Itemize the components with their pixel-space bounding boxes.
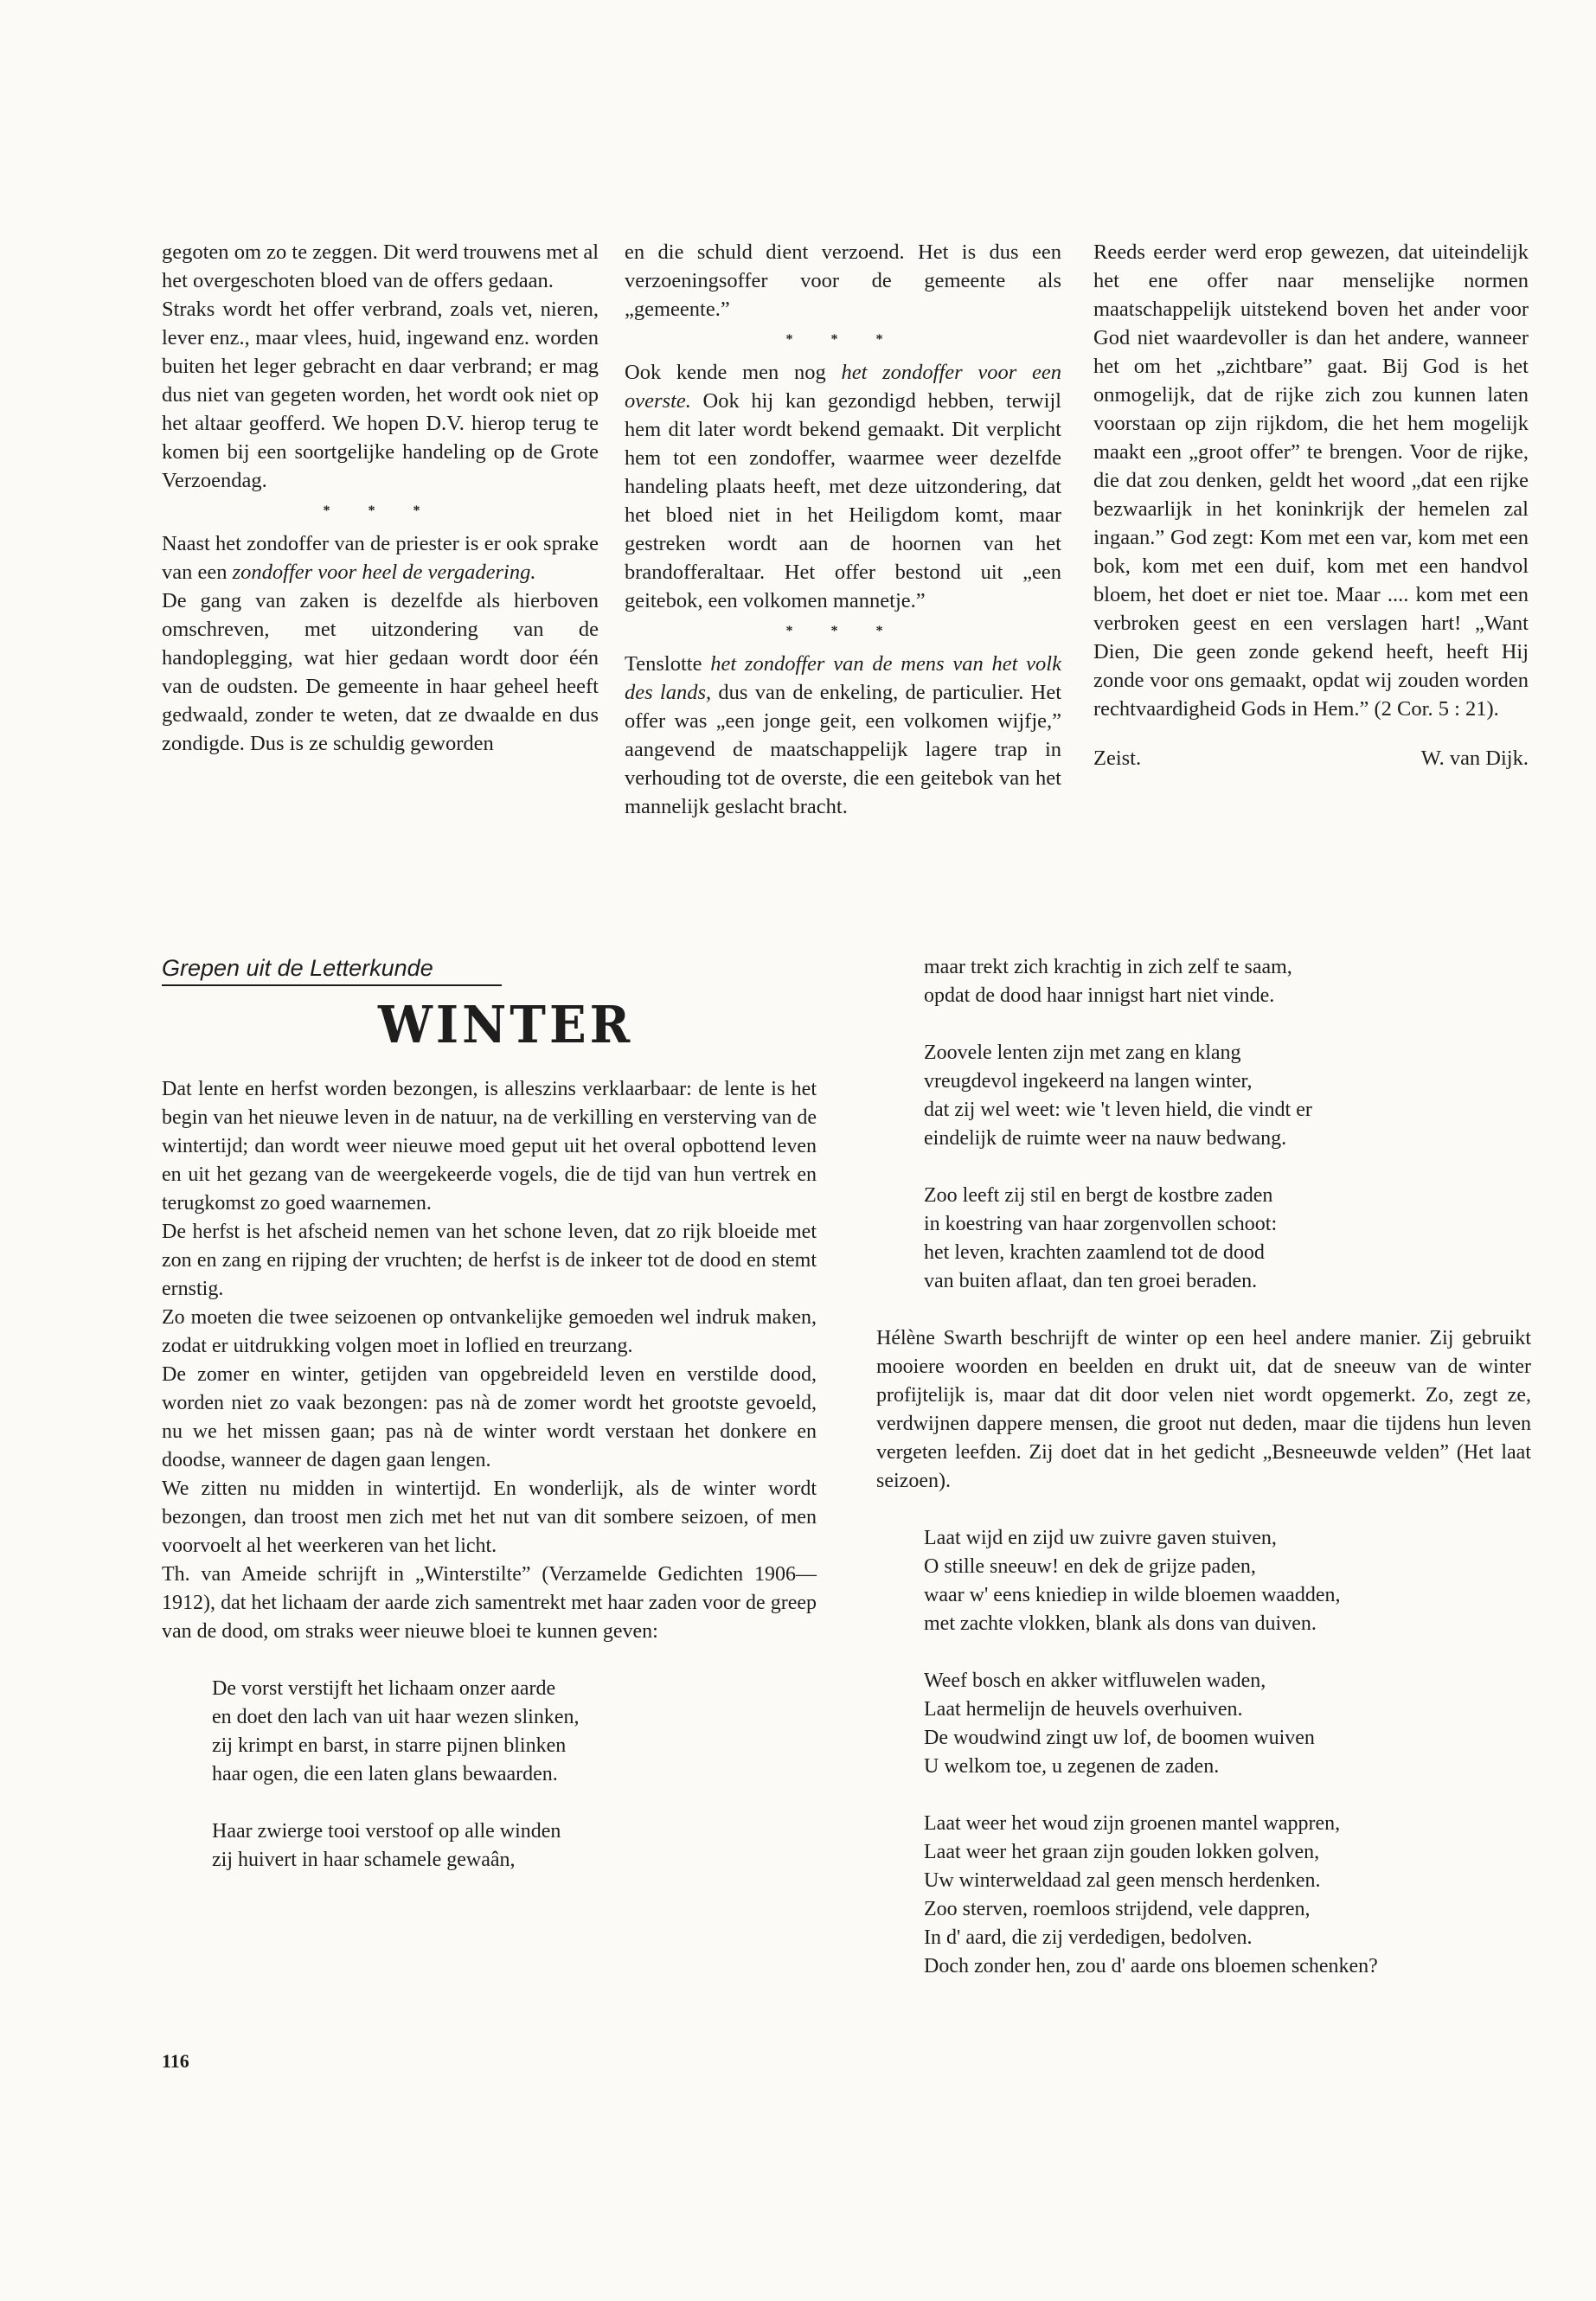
paragraph: gegoten om zo te zeggen. Dit werd trouwens met al het overgeschoten bloed van de offers gedaan. (162, 240, 599, 292)
author: W. van Dijk. (1420, 747, 1529, 770)
poem-line: Haar zwierge tooi verstoof op alle winden (212, 1820, 561, 1843)
place: Zeist. (1093, 747, 1142, 770)
poem-line: U welkom toe, u zegenen de zaden. (924, 1755, 1220, 1778)
poem-stanza (876, 1524, 1531, 1638)
poem-line: en doet den lach van uit haar wezen slinken, (212, 1706, 580, 1728)
paragraph: Hélène Swarth beschrijft de winter op een heel andere manier. Zij gebruikt mooiere woorden en beelden en drukt uit, dat de sneeuw van de winter profijtelijk is, maar dat dit door velen niet wordt opgemerkt. Zo, zegt ze, verdwijnen dappere mensen, die groot nut deden, maar die tijdens hun leven vergeten leefden. Zij doet dat in het gedicht „Besneeuwde velden” (Het laat seizoen). (876, 1327, 1531, 1492)
poem-line: Zoo leeft zij stil en bergt de kostbre zaden (924, 1184, 1273, 1207)
article-title: WINTER (378, 995, 634, 1055)
paragraph: Tenslotte het zondoffer van de mens van het volk des lands, dus van de enkeling, de particulier. Het offer was „een jonge geit, een volkomen wijfje,” aangevend de maatschappelijk lagere trap in verhouding tot de overste, die een geitebok van het mannelijk geslacht bracht. (625, 652, 1062, 818)
poem-stanza (162, 1817, 817, 1875)
paragraph: Naast het zondoffer van de priester is er ook sprake van een zondoffer voor heel de vergadering. (162, 532, 599, 584)
section-divider-stars: * * * (785, 332, 901, 347)
paragraph: Zo moeten die twee seizoenen op ontvankelijke gemoeden wel indruk maken, zodat er uitdrukking volgen moet in loflied en treurzang. (162, 1306, 817, 1357)
poem-stanza (876, 1810, 1531, 1981)
poem-line: Weef bosch en akker witfluwelen waden, (924, 1670, 1266, 1692)
poem-line: Zoovele lenten zijn met zang en klang (924, 1042, 1241, 1064)
poem-line: van buiten aflaat, dan ten groei beraden. (924, 1270, 1258, 1292)
poem-line: Laat weer het woud zijn groenen mantel wappren, (924, 1812, 1341, 1835)
paragraph: Reeds eerder werd erop gewezen, dat uiteindelijk het ene offer naar menselijke normen maatschappelijk uitstekend boven het ander voor God niet waardevoller is dan het andere, wanneer het om het „zichtbare” gaat. Bij God is het onmogelijk, dat de rijke zich zou kunnen laten voorstaan op zijn rijkdom, die het hem mogelijk maakt een „groot offer” te brengen. Voor de rijke, die dat zou denken, geldt het woord „dat een rijke bezwaarlijk in het koninkrijk der hemelen zal ingaan.” God zegt: Kom met een var, kom met een bok, kom met een duif, kom met een handvol bloem, het doet er niet toe. Maar .... kom met een verbroken geest en een verslagen hart! „Want Dien, Die geen zonde gekend heeft, heeft Hij zonde voor ons gemaakt, opdat wij zouden worden rechtvaardigheid Gods in Hem.” (2 Cor. 5 : 21). (1093, 240, 1529, 721)
poem-line: opdat de dood haar innigst hart niet vinde. (924, 984, 1275, 1007)
poem-line: zij huivert in haar schamele gewaân, (212, 1849, 516, 1871)
poem-stanza (876, 1182, 1531, 1296)
signature-row (1093, 744, 1529, 772)
poem-stanza (876, 1667, 1531, 1781)
poem-stanza (876, 1039, 1531, 1153)
poem-line: Uw winterweldaad zal geen mensch herdenken. (924, 1869, 1321, 1892)
poem-stanza (876, 953, 1531, 1010)
article-left-column (162, 1075, 817, 1875)
page-number: 116 (162, 2050, 189, 2072)
poem-line: De woudwind zingt uw lof, de boomen wuiven (924, 1727, 1315, 1749)
poem-line: In d' aard, die zij verdedigen, bedolven. (924, 1926, 1253, 1949)
poem-line: dat zij wel weet: wie 't leven hield, die vindt er (924, 1099, 1312, 1121)
paragraph: Straks wordt het offer verbrand, zoals vet, nieren, lever enz., maar vlees, huid, ingewand enz. worden buiten het leger gebracht en daar verbrand; er mag dus niet van gegeten worden, het wordt ook niet op het altaar geofferd. We hopen D.V. hierop terug te komen bij een soortgelijke handeling op de Grote Verzoendag. (162, 298, 599, 492)
poem-line: vreugdevol ingekeerd na langen winter, (924, 1070, 1253, 1093)
poem-line: in koestring van haar zorgenvollen schoot: (924, 1213, 1278, 1235)
section-divider-stars: * * * (785, 624, 901, 638)
top-column-1 (162, 238, 599, 758)
section-label: Grepen uit de Letterkunde (162, 954, 502, 986)
poem-line: Zoo sterven, roemloos strijdend, vele dappren, (924, 1898, 1311, 1920)
poem-line: eindelijk de ruimte weer na nauw bedwang. (924, 1127, 1287, 1150)
poem-stanza (162, 1675, 817, 1789)
top-column-2 (625, 238, 1061, 821)
paragraph: Ook kende men nog het zondoffer voor een overste. Ook hij kan gezondigd hebben, terwijl hem dit later wordt bekend gemaakt. Dit verplicht hem tot een zondoffer, waarmee weer dezelfde handeling plaats heeft, met deze uitzondering, dat het bloed niet in het Heiligdom komt, maar gestreken wordt aan de hoornen van het brandofferaltaar. Het offer bestond uit „een geitebok, een volkomen mannetje.” (625, 361, 1061, 612)
poem-line: O stille sneeuw! en dek de grijze paden, (924, 1555, 1256, 1578)
poem-line: Laat weer het graan zijn gouden lokken golven, (924, 1841, 1320, 1863)
poem-line: Laat hermelijn de heuvels overhuiven. (924, 1698, 1243, 1721)
poem-line: Laat wijd en zijd uw zuivre gaven stuiven, (924, 1527, 1277, 1549)
poem-line: het leven, krachten zaamlend tot de dood (924, 1241, 1265, 1264)
paragraph: Th. van Ameide schrijft in „Winterstilte” (Verzamelde Gedichten 1906—1912), dat het lichaam der aarde zich samentrekt met haar zaden voor de greep van de dood, om straks weer nieuwe bloei te kunnen geven: (162, 1563, 817, 1643)
top-column-3 (1093, 238, 1529, 772)
poem-line: waar w' eens kniediep in wilde bloemen waadden, (924, 1584, 1341, 1606)
paragraph: Dat lente en herfst worden bezongen, is alleszins verklaarbaar: de lente is het begin van het nieuwe leven in de natuur, na de verkilling en versterving van de wintertijd; dan wordt weer nieuwe moed geput uit het overal opbottend leven en uit het gezang van de weergekeerde vogels, die de tijd van hun vertrek en terugkomst zo goed waarnemen. (162, 1078, 817, 1215)
poem-line: met zachte vlokken, blank als dons van duiven. (924, 1612, 1317, 1635)
poem-line: maar trekt zich krachtig in zich zelf te saam, (924, 956, 1292, 978)
paragraph: We zitten nu midden in wintertijd. En wonderlijk, als de winter wordt bezongen, dan troost men zich met het nut van dit sombere seizoen, of men voorvoelt al het weerkeren van het licht. (162, 1477, 817, 1557)
poem-line: De vorst verstijft het lichaam onzer aarde (212, 1677, 556, 1700)
poem-line: Doch zonder hen, zou d' aarde ons bloemen schenken? (924, 1955, 1378, 1977)
section-divider-stars: * * * (323, 503, 438, 518)
paragraph: De zomer en winter, getijden van opgebreideld leven en verstilde dood, worden niet zo vaak bezongen: pas nà de zomer wordt het grootste gevoeld, nu we het missen gaan; pas nà de winter wordt verstaan het donkere en doodse, wanneer de dagen gaan lengen. (162, 1363, 817, 1471)
paragraph: en die schuld dient verzoend. Het is dus een verzoeningsoffer voor de gemeente als „gemeente.” (625, 240, 1061, 321)
poem-line: haar ogen, die een laten glans bewaarden. (212, 1763, 558, 1785)
poem-line: zij krimpt en barst, in starre pijnen blinken (212, 1734, 567, 1757)
paragraph: De herfst is het afscheid nemen van het schone leven, dat zo rijk bloeide met zon en zang en rijping der vruchten; de herfst is de inkeer tot de dood en stemt ernstig. (162, 1221, 817, 1300)
paragraph: De gang van zaken is dezelfde als hierboven omschreven, met uitzondering van de handoplegging, wat hier gedaan wordt door één van de oudsten. De gemeente in haar geheel heeft gedwaald, zonder te weten, dat ze dwaalde en dus zondigde. Dus is ze schuldig geworden (162, 589, 599, 755)
article-right-column (876, 953, 1531, 1981)
